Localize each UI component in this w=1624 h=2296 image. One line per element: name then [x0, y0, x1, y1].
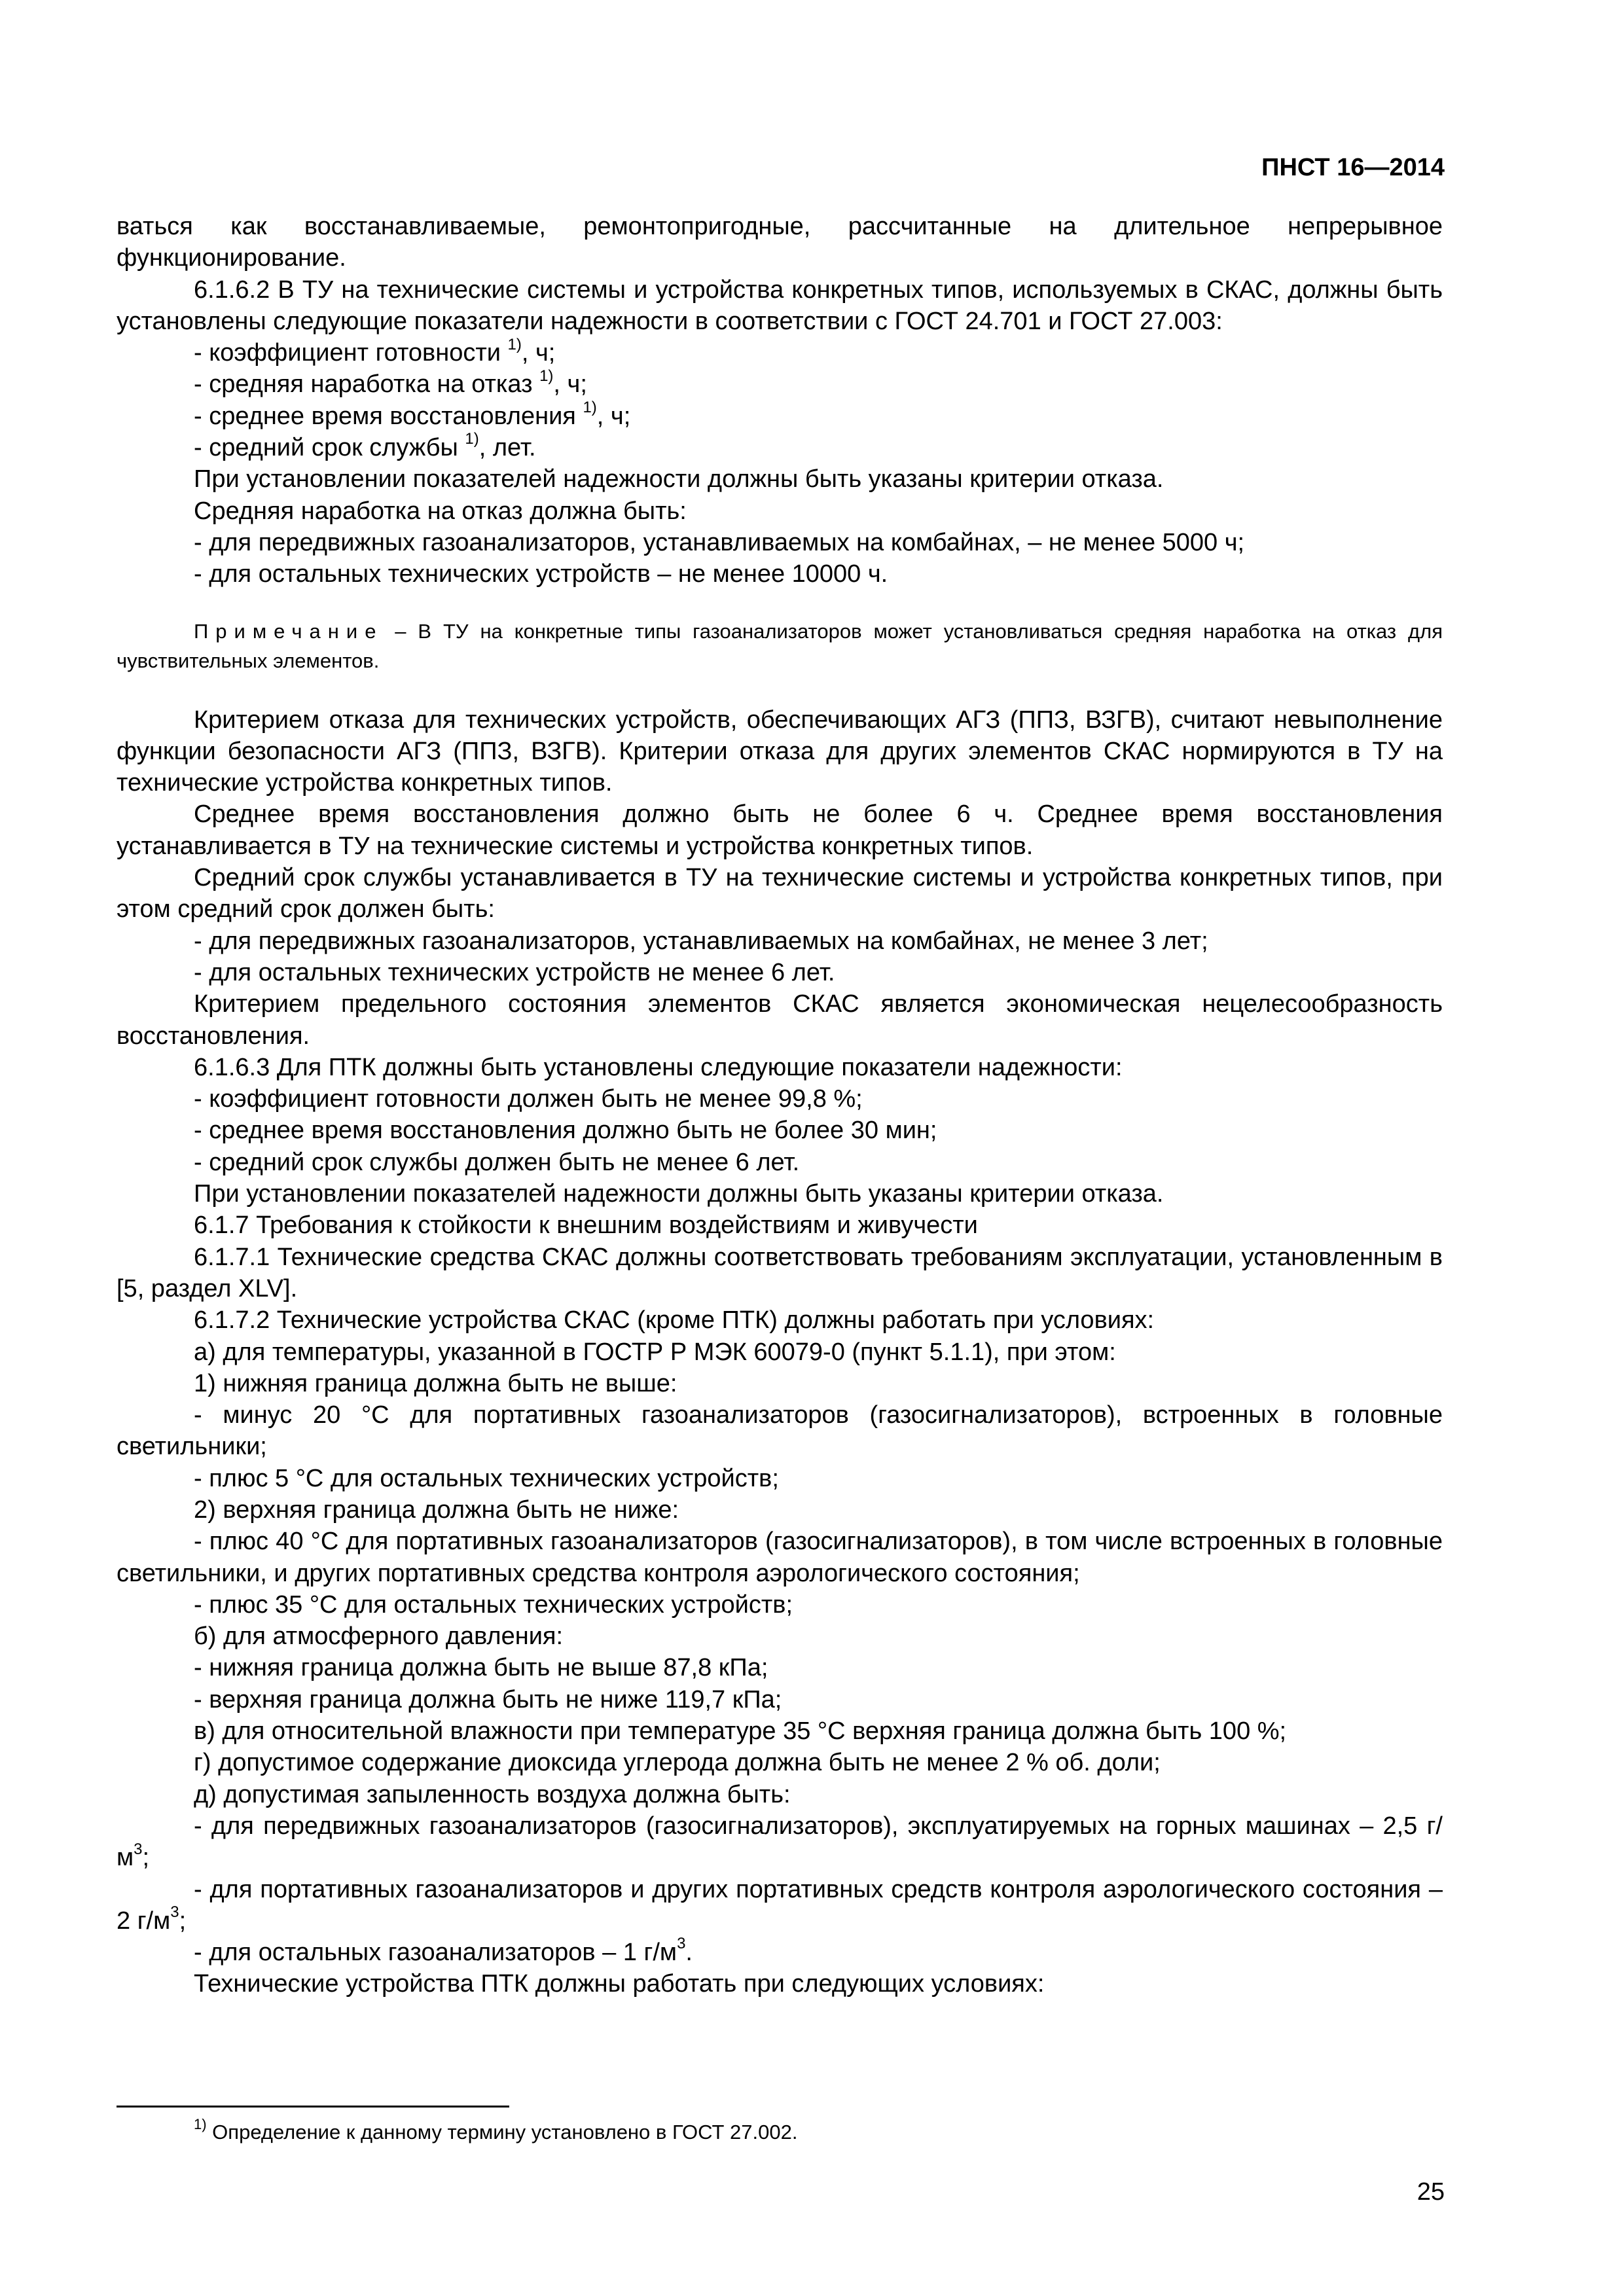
list-item: - минус 20 °С для портативных газоанализаторов (газосигнализаторов), встроенных в головные светильники;	[117, 1401, 1443, 1461]
list-item: - средний срок службы $^{1)}$, лет.	[194, 430, 536, 462]
footnote-divider	[117, 2106, 509, 2108]
paragraph: ваться как восстанавливаемые, ремонтопригодные, рассчитанные на длительное непрерывное функционирование.	[117, 213, 1443, 272]
paragraph: При установлении показателей надежности должны быть указаны критерии отказа.	[194, 1180, 1164, 1208]
list-item: д) допустимая запыленность воздуха должна быть:	[194, 1780, 791, 1808]
paragraph: Критерием отказа для технических устройств, обеспечивающих АГЗ (ППЗ, ВЗГВ), считают невыполнение функции безопасности АГЗ (ППЗ, ВЗГВ). Критерии отказа для других элементов СКАС нормируются в ТУ на технические устройства конкретных типов.	[117, 706, 1443, 797]
list-item: - коэффициент готовности $^{1)}$, ч;	[194, 335, 556, 367]
list-item: 2) верхняя граница должна быть не ниже:	[194, 1496, 679, 1524]
paragraph: Технические устройства ПТК должны работать при следующих условиях:	[194, 1970, 1045, 1998]
list-item: в) для относительной влажности при температуре 35 °С верхняя граница должна быть 100 %;	[194, 1717, 1287, 1746]
section-heading: 6.1.7 Требования к стойкости к внешним воздействиям и живучести	[194, 1211, 978, 1240]
list-item: - плюс 5 °С для остальных технических устройств;	[194, 1464, 779, 1492]
paragraph: Среднее время восстановления должно быть не более 6 ч. Среднее время восстановления устанавливается в ТУ на технические системы и устройства конкретных типов.	[117, 800, 1443, 860]
paragraph: 6.1.7.1 Технические средства СКАС должны соответствовать требованиям эксплуатации, установленным в [5, раздел XLV].	[117, 1243, 1443, 1302]
list-item: а) для температуры, указанной в ГОСТР Р МЭК 60079-0 (пункт 5.1.1), при этом:	[194, 1338, 1116, 1366]
paragraph: 6.1.6.2 В ТУ на технические системы и устройства конкретных типов, используемых в СКАС, должны быть установлены следующие показатели надежности в соответствии с ГОСТ 24.701 и ГОСТ 27.003:	[117, 276, 1443, 335]
list-item: - верхняя граница должна быть не ниже 119,7 кПа;	[194, 1685, 782, 1713]
footnote	[194, 2115, 798, 2147]
list-item: - для остальных газоанализаторов – 1 $г/м^3$.	[194, 1935, 693, 1967]
list-item: - средняя наработка на отказ $^{1)}$, ч;	[194, 367, 587, 399]
list-item: - нижняя граница должна быть не выше 87,8 кПа;	[194, 1654, 768, 1682]
footnote-text: Определение к данному термину установлено в ГОСТ 27.002.	[206, 2121, 798, 2144]
document-code: ПНСТ 16—2014	[1261, 154, 1445, 181]
list-item: - коэффициент готовности должен быть не менее 99,8 %;	[194, 1085, 863, 1113]
list-item: г) допустимое содержание диоксида углерода должна быть не менее 2 % об. доли;	[194, 1749, 1161, 1777]
body-text	[117, 211, 1443, 2000]
superscript: 3	[134, 1840, 143, 1858]
list-item: - среднее время восстановления $^{1)}$, ч;	[194, 399, 631, 430]
list-item: 1) нижняя граница должна быть не выше:	[194, 1369, 677, 1397]
footnote-marker: 1)	[194, 2115, 207, 2132]
page-number: 25	[1416, 2178, 1445, 2206]
list-item: - для передвижных газоанализаторов (газосигнализаторов), эксплуатируемых на горных машинах – 2,5 $г/м^3$;	[117, 1812, 1443, 1872]
list-item: - для передвижных газоанализаторов, устанавливаемых на комбайнах, – не менее 5000 ч;	[194, 528, 1245, 556]
note	[117, 617, 1443, 675]
list-item: - плюс 40 °С для портативных газоанализаторов (газосигнализаторов), в том числе встроенных в головные светильники, и других портативных средства контроля аэрологического состояния;	[117, 1528, 1443, 1587]
note-label: Примечание	[194, 619, 384, 643]
superscript: 3	[170, 1903, 179, 1922]
superscript: 3	[677, 1935, 686, 1953]
paragraph: Критерием предельного состояния элементов СКАС является экономическая нецелесообразность восстановления.	[117, 990, 1443, 1050]
footnote-ref: 1)	[465, 430, 479, 448]
paragraph: Средний срок службы устанавливается в ТУ на технические системы и устройства конкретных типов, при этом средний срок должен быть:	[117, 864, 1443, 924]
list-item: - среднее время восстановления должно быть не более 30 мин;	[194, 1117, 937, 1145]
list-item: - средний срок службы должен быть не менее 6 лет.	[194, 1148, 800, 1176]
list-item: - для передвижных газоанализаторов, устанавливаемых на комбайнах, не менее 3 лет;	[194, 927, 1208, 955]
list-item: - плюс 35 °С для остальных технических устройств;	[194, 1590, 793, 1619]
note-text: – В ТУ на конкретные типы газоанализаторов может установливаться средняя наработка на отказ для чувствительных элементов.	[117, 619, 1443, 672]
section-heading: 6.1.6.3 Для ПТК должны быть установлены следующие показатели надежности:	[194, 1053, 1123, 1081]
footnote-ref: 1)	[583, 399, 597, 417]
list-item: - для остальных технических устройств не менее 6 лет.	[194, 958, 835, 986]
list-item: - для портативных газоанализаторов и других портативных средств контроля аэрологического состояния – 2 $г/м^3$;	[117, 1875, 1443, 1935]
list-item: б) для атмосферного давления:	[194, 1623, 564, 1651]
footnote-ref: 1)	[539, 367, 554, 385]
footnote-ref: 1)	[507, 335, 522, 353]
paragraph: 6.1.7.2 Технические устройства СКАС (кроме ПТК) должны работать при условиях:	[194, 1306, 1155, 1335]
list-item: - для остальных технических устройств – не менее 10000 ч.	[194, 560, 888, 588]
paragraph: При установлении показателей надежности должны быть указаны критерии отказа.	[194, 465, 1164, 493]
paragraph: Средняя наработка на отказ должна быть:	[194, 497, 687, 525]
